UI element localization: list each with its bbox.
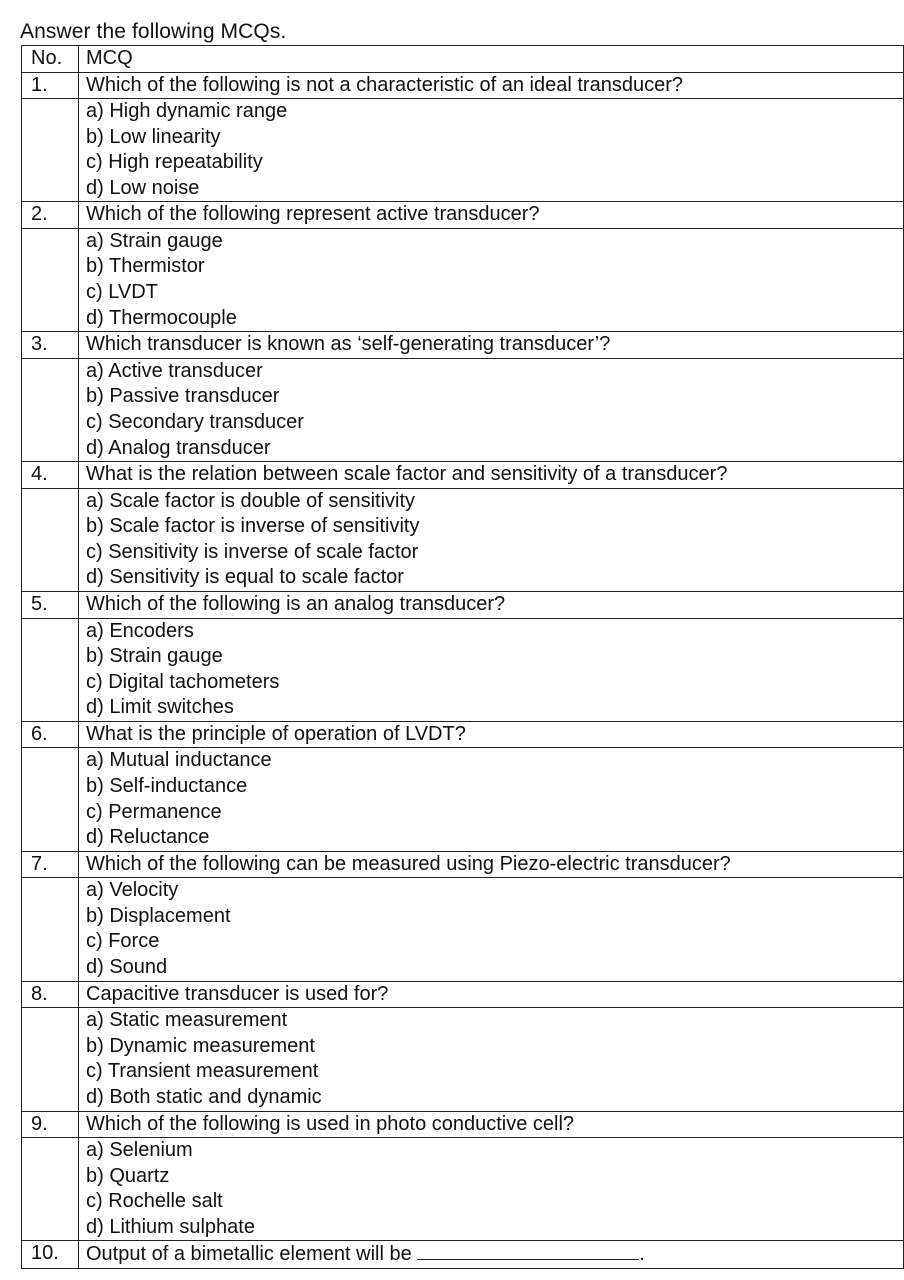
question-number: 6. (22, 721, 79, 748)
options-row (22, 99, 904, 202)
answer-option: b) Low linearity (86, 125, 221, 148)
answer-option: a) Encoders (86, 619, 194, 642)
question-number: 7. (22, 851, 79, 878)
answer-option: d) Analog transducer (86, 436, 271, 459)
answer-option: d) Sensitivity is equal to scale factor (86, 566, 404, 589)
answer-option: d) Sound (86, 956, 168, 979)
question-text: Output of a bimetallic element will be (86, 1243, 412, 1266)
options-cell (79, 878, 904, 981)
options-number-cell (22, 1008, 79, 1111)
options-row (22, 618, 904, 721)
answer-option: c) LVDT (86, 281, 158, 304)
answer-option: c) Rochelle salt (86, 1190, 223, 1213)
question-text: What is the relation between scale factor and sensitivity of a transducer? (79, 462, 904, 489)
answer-option: c) Digital tachometers (86, 670, 280, 693)
column-header-mcq: MCQ (79, 46, 904, 73)
answer-option: c) Force (86, 930, 160, 953)
options-cell (79, 748, 904, 851)
question-row (22, 851, 904, 878)
answer-option: c) Permanence (86, 800, 222, 823)
options-cell (79, 1138, 904, 1241)
question-number: 3. (22, 332, 79, 359)
answer-option: b) Scale factor is inverse of sensitivity (86, 515, 420, 538)
options-number-cell (22, 99, 79, 202)
question-text: Which of the following is not a characteristic of an ideal transducer? (79, 72, 904, 99)
question-number: 9. (22, 1111, 79, 1138)
answer-option: a) Mutual inductance (86, 749, 272, 772)
answer-option: c) Secondary transducer (86, 410, 304, 433)
answer-option: d) Limit switches (86, 696, 234, 719)
answer-option: b) Passive transducer (86, 385, 280, 408)
answer-option: a) Scale factor is double of sensitivity (86, 489, 416, 512)
question-number: 5. (22, 592, 79, 619)
table-header-row (22, 46, 904, 73)
answer-option: a) Strain gauge (86, 229, 223, 252)
question-row (22, 981, 904, 1008)
answer-option: d) Lithium sulphate (86, 1215, 255, 1238)
question-number: 10. (22, 1241, 79, 1269)
options-number-cell (22, 878, 79, 981)
options-cell (79, 99, 904, 202)
question-row (22, 72, 904, 99)
answer-option: d) Low noise (86, 176, 200, 199)
answer-option: b) Thermistor (86, 255, 205, 278)
options-row (22, 1138, 904, 1241)
options-row (22, 1008, 904, 1111)
answer-option: a) Active transducer (86, 359, 263, 382)
answer-option: d) Reluctance (86, 826, 210, 849)
options-cell (79, 228, 904, 331)
options-number-cell (22, 618, 79, 721)
question-row (22, 592, 904, 619)
mcq-table (21, 45, 904, 1269)
question-number: 4. (22, 462, 79, 489)
options-row (22, 488, 904, 591)
instructions-heading: Answer the following MCQs. (20, 20, 287, 43)
question-row (22, 721, 904, 748)
options-cell (79, 488, 904, 591)
question-row (22, 202, 904, 229)
answer-option: b) Strain gauge (86, 645, 223, 668)
question-row (22, 1111, 904, 1138)
question-text: Which of the following represent active transducer? (79, 202, 904, 229)
options-number-cell (22, 228, 79, 331)
question-number: 1. (22, 72, 79, 99)
answer-option: b) Displacement (86, 904, 231, 927)
options-cell (79, 618, 904, 721)
question-text: Capacitive transducer is used for? (79, 981, 904, 1008)
options-row (22, 358, 904, 461)
answer-option: a) Velocity (86, 879, 179, 902)
options-cell (79, 358, 904, 461)
answer-option: c) Transient measurement (86, 1060, 319, 1083)
question-number: 2. (22, 202, 79, 229)
answer-option: b) Dynamic measurement (86, 1034, 315, 1057)
answer-option: c) Sensitivity is inverse of scale factor (86, 540, 419, 563)
options-number-cell (22, 358, 79, 461)
options-number-cell (22, 488, 79, 591)
column-header-no: No. (22, 46, 79, 73)
options-row (22, 878, 904, 981)
answer-blank-line[interactable] (417, 1241, 639, 1260)
answer-option: a) Selenium (86, 1139, 193, 1161)
question-text: Which transducer is known as ‘self-generating transducer’? (79, 332, 904, 359)
question-row (22, 1241, 904, 1269)
question-text: Which of the following can be measured using Piezo-electric transducer? (79, 851, 904, 878)
answer-option: c) High repeatability (86, 151, 263, 174)
question-row (22, 462, 904, 489)
options-number-cell (22, 1138, 79, 1241)
question-suffix: . (639, 1243, 645, 1266)
options-row (22, 748, 904, 851)
answer-option: b) Quartz (86, 1164, 170, 1187)
options-cell (79, 1008, 904, 1111)
answer-option: b) Self-inductance (86, 774, 248, 797)
options-number-cell (22, 748, 79, 851)
answer-option: a) High dynamic range (86, 100, 288, 122)
answer-option: a) Static measurement (86, 1009, 288, 1032)
question-number: 8. (22, 981, 79, 1008)
question-text: Which of the following is an analog transducer? (79, 592, 904, 619)
question-text: What is the principle of operation of LVDT? (79, 721, 904, 748)
answer-option: d) Thermocouple (86, 306, 237, 329)
question-text-cell (79, 1241, 904, 1269)
question-row (22, 332, 904, 359)
answer-option: d) Both static and dynamic (86, 1085, 322, 1108)
question-text: Which of the following is used in photo conductive cell? (79, 1111, 904, 1138)
options-row (22, 228, 904, 331)
